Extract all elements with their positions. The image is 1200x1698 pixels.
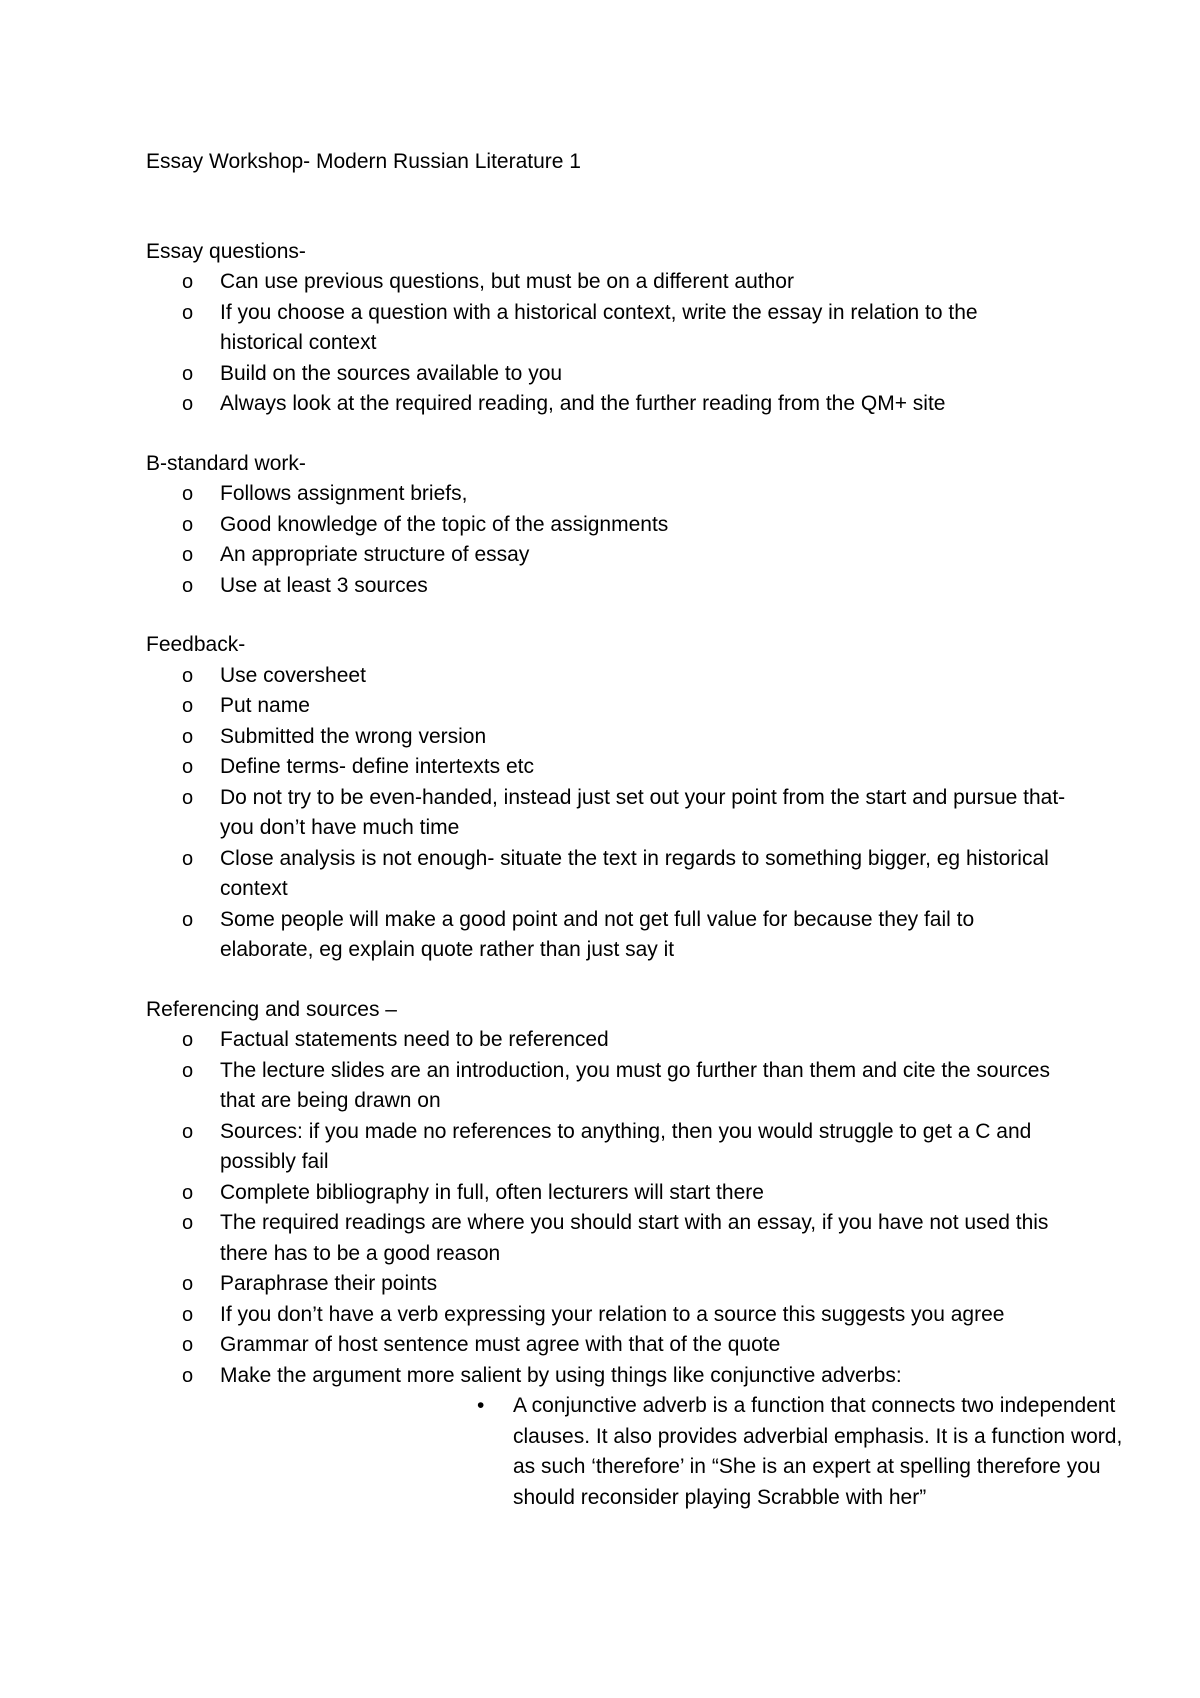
list-item-text: Do not try to be even-handed, instead just set out your point from the start and pursue that- you don’t have much time — [220, 785, 1066, 839]
circle-bullet-icon: o — [182, 271, 194, 293]
circle-bullet-icon: o — [182, 1334, 194, 1356]
list-item-text: Sources: if you made no references to anything, then you would struggle to get a C and possibly fail — [220, 1119, 1032, 1173]
list-item-text: An appropriate structure of essay — [220, 543, 530, 566]
list-item — [146, 571, 1066, 602]
list-item-text: Some people will make a good point and not get full value for because they fail to elaborate, eg explain quote rather than just say it — [220, 907, 975, 961]
circle-bullet-icon: o — [182, 1059, 194, 1082]
circle-bullet-icon: o — [182, 1364, 194, 1387]
list-item — [146, 752, 1066, 783]
list-item — [146, 661, 1066, 692]
list-item — [146, 844, 1066, 905]
list-item — [146, 1025, 1066, 1056]
circle-bullet-icon: o — [182, 544, 194, 566]
circle-bullet-icon: o — [182, 847, 194, 870]
circle-bullet-icon: o — [182, 513, 194, 536]
list-item-text: The lecture slides are an introduction, you must go further than them and cite the sources that are being drawn on — [220, 1058, 1050, 1112]
sub-list-item — [477, 1391, 1133, 1513]
bullet-list — [146, 1025, 1123, 1513]
list-item — [146, 1300, 1066, 1331]
disc-bullet-icon: • — [477, 1394, 485, 1417]
list-item-text: Can use previous questions, but must be on a different author — [220, 270, 794, 293]
section-b-standard-work — [146, 449, 1066, 602]
section-referencing-and-sources — [146, 995, 1123, 1514]
list-item — [146, 479, 1066, 510]
section-heading: B-standard work- — [146, 451, 306, 475]
bullet-list — [146, 479, 1066, 601]
list-item — [146, 691, 1066, 722]
list-item-text: Grammar of host sentence must agree with that of the quote — [220, 1333, 781, 1356]
circle-bullet-icon: o — [182, 695, 194, 717]
document-content — [146, 147, 1123, 1542]
list-item — [146, 1330, 1066, 1361]
list-item-text: Use at least 3 sources — [220, 573, 428, 597]
circle-bullet-icon: o — [182, 786, 194, 809]
circle-bullet-icon: o — [182, 908, 194, 931]
list-item-text: The required readings are where you should start with an essay, if you have not used this there has to be a good reason — [220, 1211, 1049, 1265]
list-item — [146, 783, 1066, 844]
list-item-text: Define terms- define intertexts etc — [220, 755, 534, 778]
list-item — [146, 905, 1066, 966]
list-item — [146, 1056, 1066, 1117]
circle-bullet-icon: o — [182, 1029, 194, 1051]
list-item-text: Build on the sources available to you — [220, 361, 563, 385]
list-item-text: Make the argument more salient by using things like conjunctive adverbs: — [220, 1363, 902, 1387]
list-item — [146, 1208, 1066, 1269]
list-item — [146, 1178, 1066, 1209]
section-heading: Essay questions- — [146, 239, 306, 263]
list-item-text: Submitted the wrong version — [220, 724, 487, 748]
section-essay-questions — [146, 237, 1066, 420]
list-item — [146, 1361, 1123, 1514]
circle-bullet-icon: o — [182, 1212, 194, 1234]
circle-bullet-icon: o — [182, 664, 194, 687]
circle-bullet-icon: o — [182, 393, 194, 415]
list-item — [146, 510, 1066, 541]
list-item — [146, 540, 1066, 571]
list-item-text: Use coversheet — [220, 663, 366, 687]
section-heading: Referencing and sources – — [146, 997, 397, 1021]
sub-list-item-text: A conjunctive adverb is a function that connects two independent clauses. It also provides adverbial emphasis. It is a function word, as such ‘therefore’ in “She is an expert at spelling therefore you should reconsider playing Scrabble with her” — [513, 1394, 1123, 1509]
bullet-list — [146, 661, 1066, 966]
circle-bullet-icon: o — [182, 1273, 194, 1295]
section-heading: Feedback- — [146, 633, 246, 656]
list-item-text: Always look at the required reading, and the further reading from the QM+ site — [220, 392, 946, 415]
list-item — [146, 722, 1066, 753]
circle-bullet-icon: o — [182, 574, 194, 597]
list-item — [146, 1117, 1066, 1178]
list-item-text: Good knowledge of the topic of the assignments — [220, 512, 669, 536]
list-item-text: Put name — [220, 694, 310, 717]
circle-bullet-icon: o — [182, 725, 194, 748]
circle-bullet-icon: o — [182, 301, 194, 324]
list-item-text: Factual statements need to be referenced — [220, 1028, 609, 1051]
list-item — [146, 389, 1066, 420]
list-item-text: Close analysis is not enough- situate the text in regards to something bigger, eg historical context — [220, 846, 1049, 900]
circle-bullet-icon: o — [182, 1120, 194, 1143]
circle-bullet-icon: o — [182, 1181, 194, 1204]
section-feedback — [146, 630, 1066, 966]
circle-bullet-icon: o — [182, 362, 194, 385]
document-title: Essay Workshop- Modern Russian Literature 1 — [146, 150, 581, 173]
list-item-text: Complete bibliography in full, often lecturers will start there — [220, 1180, 764, 1204]
sub-bullet-list — [220, 1391, 1123, 1513]
circle-bullet-icon: o — [182, 1303, 194, 1326]
list-item — [146, 1269, 1066, 1300]
list-item-text: Paraphrase their points — [220, 1272, 438, 1295]
list-item-text: If you don’t have a verb expressing your relation to a source this suggests you agree — [220, 1302, 1005, 1326]
list-item-text: Follows assignment briefs, — [220, 482, 468, 505]
list-item-text: If you choose a question with a historical context, write the essay in relation to the historical context — [220, 300, 978, 354]
list-item — [146, 267, 1066, 298]
circle-bullet-icon: o — [182, 483, 194, 505]
list-item — [146, 359, 1066, 390]
circle-bullet-icon: o — [182, 756, 194, 778]
list-item — [146, 298, 1066, 359]
bullet-list — [146, 267, 1066, 420]
